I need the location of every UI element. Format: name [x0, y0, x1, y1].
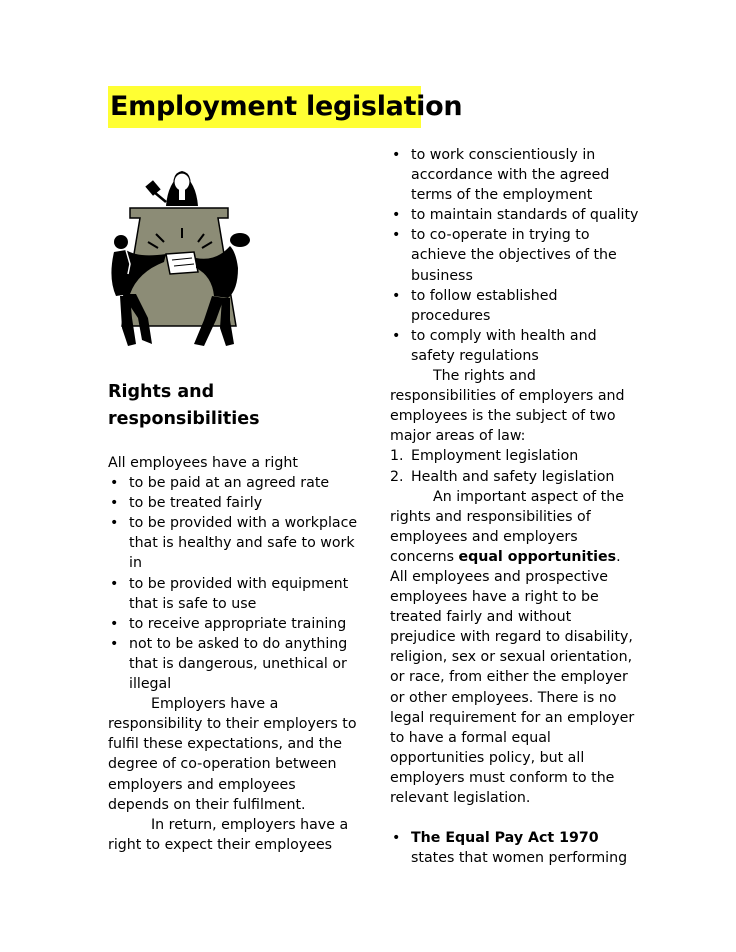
list-item: • to be provided with a workplace that is healthy and safe to work in	[108, 513, 358, 573]
rights-intro: All employees have a right	[108, 455, 298, 471]
bold-term: equal opportunities	[458, 548, 617, 565]
item-text: Employment legislation	[411, 448, 579, 465]
list-item: • to work conscientiously in accordance with the agreed terms of the employment	[390, 145, 640, 205]
paragraph	[390, 487, 640, 809]
page-title: Employment legislation	[108, 86, 421, 128]
law-areas-list	[390, 446, 640, 486]
text-run: . All employees and prospective employees have a right to be treated fairly and without prejudice with regard to disability, religion, sex or sexual orientation, or race, from either the employer or other employees. There is no legal requirement for an employer to have a formal equal opportunities policy, but all employers must conform to the relevant legislation.	[390, 548, 635, 806]
duties-list	[390, 145, 640, 366]
item-text: Health and safety legislation	[411, 468, 615, 485]
act-name: The Equal Pay Act 1970	[411, 830, 599, 847]
list-item	[390, 828, 640, 868]
left-column	[108, 453, 358, 855]
list-item: • to co-operate in trying to achieve the objectives of the business	[390, 225, 640, 285]
list-item: • to comply with health and safety regulations	[390, 326, 640, 366]
list-item: • to follow established procedures	[390, 286, 640, 326]
list-item	[390, 467, 640, 487]
item-number: 1.	[390, 448, 404, 465]
list-item: • not to be asked to do anything that is dangerous, unethical or illegal	[108, 634, 358, 694]
list-item: • to receive appropriate training	[108, 614, 358, 634]
paragraph: Employers have a responsibility to their employers to fulfil these expectations, and the degree of co-operation between employers and employees depends on their fulfilment.	[108, 696, 357, 813]
paragraph: In return, employers have a right to expect their employees	[108, 816, 349, 853]
act-text: states that women performing	[411, 850, 628, 867]
right-column	[390, 145, 640, 868]
list-item: • to be provided with equipment that is safe to use	[108, 574, 358, 614]
section-heading: Rights and responsibilities	[108, 382, 260, 429]
acts-list	[390, 828, 640, 868]
courtroom-dispute-icon	[108, 168, 254, 354]
list-item	[390, 446, 640, 466]
text-run: An important aspect of the rights and responsibilities of employees and employers concerns	[390, 488, 624, 565]
list-item: • to be treated fairly	[108, 493, 358, 513]
rights-list	[108, 473, 358, 694]
list-item: • to maintain standards of quality	[390, 205, 640, 225]
list-item: • to be paid at an agreed rate	[108, 473, 358, 493]
item-number: 2.	[390, 468, 404, 485]
paragraph: The rights and responsibilities of employers and employees is the subject of two major areas of law:	[390, 368, 625, 445]
